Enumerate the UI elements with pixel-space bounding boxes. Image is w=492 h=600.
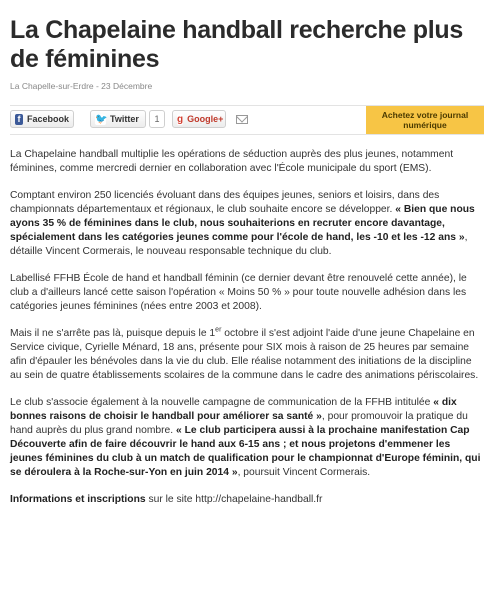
paragraph-campaign xyxy=(10,396,484,480)
facebook-label: Facebook xyxy=(26,114,69,124)
quote: « dix bonnes raisons de choisir le handball pour améliorer sa santé » xyxy=(10,397,457,422)
twitter-label: Twitter xyxy=(110,114,139,124)
buy-digital-journal-button[interactable]: Achetez votre journal numérique xyxy=(366,106,484,134)
info-label: Informations et inscriptions xyxy=(10,494,146,505)
info-link[interactable]: sur le site http://chapelaine-handball.fr xyxy=(145,494,323,505)
article-body xyxy=(10,148,484,520)
article-title: La Chapelaine handball recherche plus de féminines xyxy=(10,16,463,73)
superscript: er xyxy=(215,326,222,334)
paragraph-info xyxy=(10,493,484,507)
quote: « Le club participera aussi à la prochaine manifestation Cap Découverte afin de faire découvrir le hand aux 6-15 ans ; et nous projetons d'emmener les jeunes féminines du club à un match de qualification pour le championnat d'Europe féminin, qui se déroulera à la Roche-sur-Yon en juin 2014 » xyxy=(10,425,481,478)
facebook-share-button[interactable] xyxy=(10,110,74,128)
paragraph-label: Labellisé FFHB École de hand et handball féminin (ce dernier devant être renouvelé cette année), le club a d'ailleurs lancé cette saison l'opération « Moins 50 % » pour toute nouvelle adhésion dans les catégories jeunes féminines (nées entre 2003 et 2008). xyxy=(10,273,467,312)
text: , poursuit Vincent Cormerais. xyxy=(237,467,371,478)
text: , détaille Vincent Cormerais, le nouveau responsable technique du club. xyxy=(10,232,468,257)
mail-icon xyxy=(236,115,248,124)
text: octobre il s'est adjoint l'aide d'une jeune Chapelaine en Service civique, Cyrielle Ménard, 18 ans, présente pour SIX mois à raison de 25 heures par semaine afin d'épauler les bénévoles dans la vie du club. Elle réalise notamment des initiations de la discipline au sein de quatre établissements scolaires de la commune dans le cadre des animations périscolaires. xyxy=(10,328,479,381)
share-bar xyxy=(10,105,484,135)
article-meta: La Chapelle-sur-Erdre - 23 Décembre xyxy=(10,81,153,91)
twitter-icon: 🐦 xyxy=(95,113,108,125)
twitter-count-badge: 1 xyxy=(149,110,165,128)
quote: « Bien que nous ayons 35 % de féminines dans le club, nous souhaiterions en recruter encore davantage, spécialement dans les catégories jeunes comme pour l'école de hand, les -10 et les -12 ans » xyxy=(10,204,475,243)
facebook-icon: f xyxy=(15,114,23,125)
google-plus-label: Google+ xyxy=(187,114,224,124)
paragraph-service-civique xyxy=(10,327,484,383)
text: Mais il ne s'arrête pas là, puisque depuis le 1 xyxy=(10,328,216,339)
mail-share-button[interactable] xyxy=(232,110,252,128)
text: , pour promouvoir la pratique du hand auprès du plus grand nombre. xyxy=(10,411,468,436)
paragraph-intro: La Chapelaine handball multiplie les opérations de séduction auprès des plus jeunes, notamment féminines, comme mercredi dernier en collaboration avec l'École municipale du sport (EMS). xyxy=(10,149,454,174)
twitter-share-button[interactable] xyxy=(90,110,146,128)
paragraph-club xyxy=(10,189,484,259)
google-plus-icon: g xyxy=(177,113,184,125)
google-plus-share-button[interactable] xyxy=(172,110,226,128)
text: Comptant environ 250 licenciés évoluant dans des équipes jeunes, seniors et loisirs, dans des championnats départementaux et régionaux, le club souhaite encore se développer. xyxy=(10,190,440,215)
text: Le club s'associe également à la nouvelle campagne de communication de la FFHB intitulée xyxy=(10,397,434,408)
